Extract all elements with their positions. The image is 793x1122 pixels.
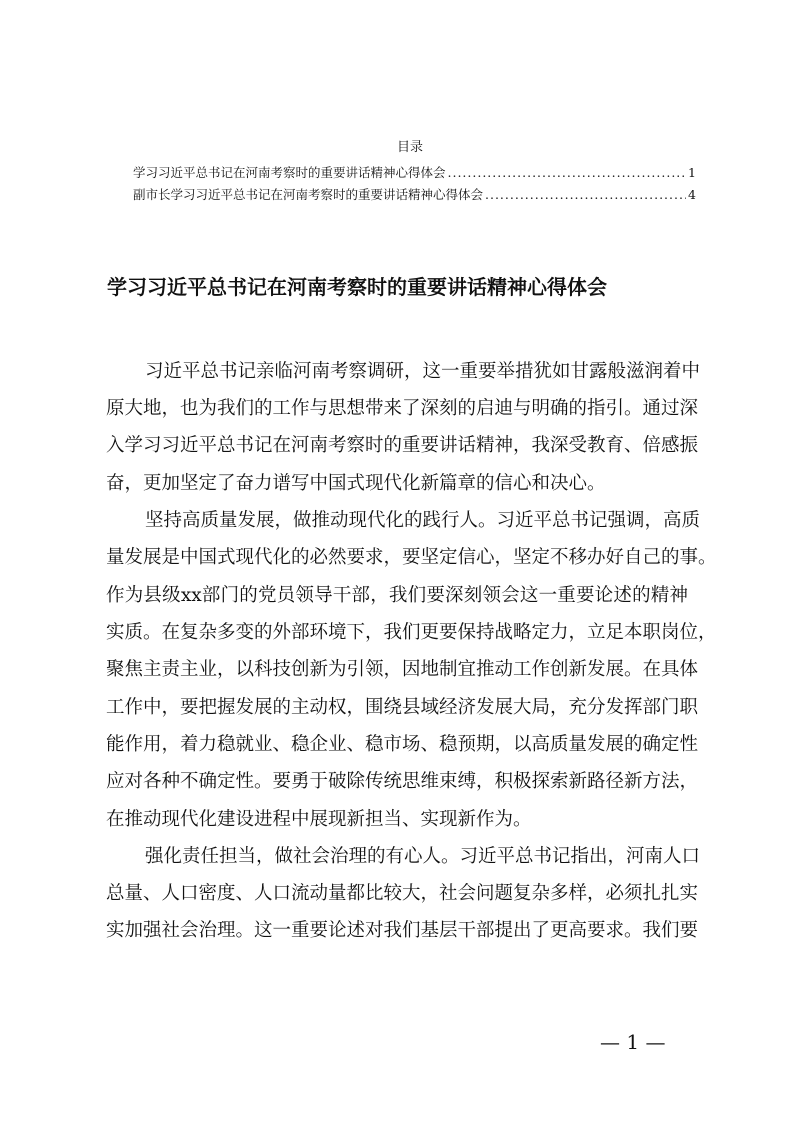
toc-leader-dots	[448, 165, 687, 180]
body-text-line: 聚焦主责主业，以科技创新为引领，因地制宜推动工作创新发展。在具体	[106, 659, 699, 680]
document-heading: 学习习近平总书记在河南考察时的重要讲话精神心得体会	[107, 275, 607, 299]
toc-item[interactable]	[133, 185, 696, 203]
body-text-line: 实质。在复杂多变的外部环境下，我们更要保持战略定力，立足本职岗位，	[106, 622, 717, 643]
toc-title: 目录	[396, 140, 423, 155]
body-text-line: 习近平总书记亲临河南考察调研，这一重要举措犹如甘露般滋润着中	[145, 361, 701, 382]
body-text-line: 应对各种不确定性。要勇于破除传统思维束缚，积极探索新路径新方法，	[106, 771, 699, 792]
body-text-line: 奋，更加坚定了奋力谱写中国式现代化新篇章的信心和决心。	[106, 473, 606, 494]
body-text-line: 原大地，也为我们的工作与思想带来了深刻的启迪与明确的指引。通过深	[106, 398, 699, 419]
toc-item-label: 学习习近平总书记在河南考察时的重要讲话精神心得体会	[133, 165, 446, 180]
body-text-line: 在推动现代化建设进程中展现新担当、实现新作为。	[106, 809, 532, 830]
toc-item-page: 4	[688, 187, 696, 202]
body-text-line: 坚持高质量发展，做推动现代化的践行人。习近平总书记强调，高质	[145, 510, 701, 531]
body-text-line: 作为县级xx部门的党员领导干部，我们要深刻领会这一重要论述的精神	[106, 585, 688, 606]
page-number: — 1 —	[600, 1030, 666, 1054]
body-text-line: 工作中，要把握发展的主动权，围绕县域经济发展大局，充分发挥部门职	[106, 697, 699, 718]
body-text-line: 强化责任担当，做社会治理的有心人。习近平总书记指出，河南人口	[145, 846, 701, 867]
body-text-line: 总量、人口密度、人口流动量都比较大，社会问题复杂多样，必须扎扎实	[106, 883, 699, 904]
toc-leader-dots	[485, 187, 686, 202]
toc-item-page: 1	[688, 165, 696, 180]
toc-item-label: 副市长学习习近平总书记在河南考察时的重要讲话精神心得体会	[133, 187, 484, 202]
body-text-line: 实加强社会治理。这一重要论述对我们基层干部提出了更高要求。我们要	[106, 920, 699, 941]
toc-item[interactable]	[133, 163, 696, 181]
body-text-line: 入学习习近平总书记在河南考察时的重要讲话精神，我深受教育、倍感振	[106, 435, 699, 456]
body-text-line: 量发展是中国式现代化的必然要求，要坚定信心，坚定不移办好自己的事。	[106, 547, 717, 568]
body-text-line: 能作用，着力稳就业、稳企业、稳市场、稳预期，以高质量发展的确定性	[106, 734, 699, 755]
